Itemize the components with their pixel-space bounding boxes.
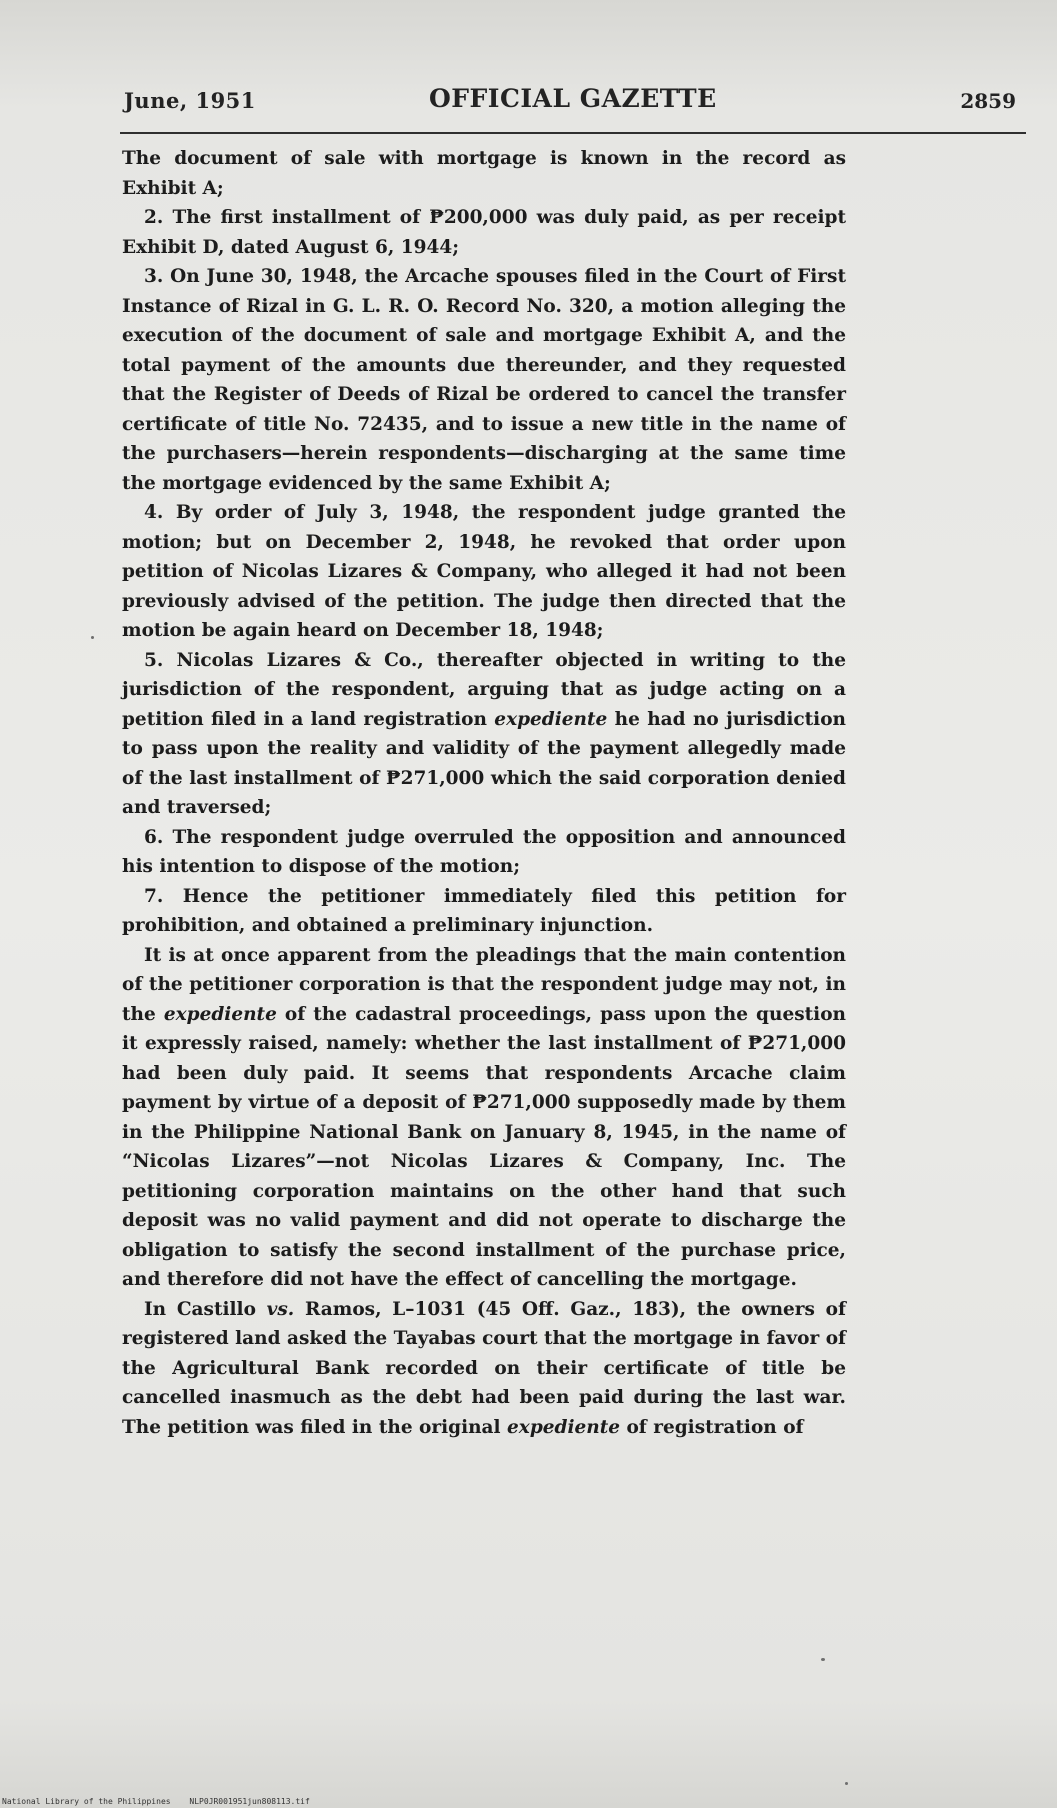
paragraph xyxy=(122,203,846,262)
header-page-number: 2859 xyxy=(960,89,1016,113)
text-run: he had no jurisdiction to pass upon the reality and validity of the payment allegedly made of the last installment of ₱271,000 which the said corporation denied and traversed; xyxy=(122,708,846,818)
text-run: 5. Nicolas Lizares & Co., thereafter objected in writing to the jurisdiction of the respondent, arguing that as judge acting on a petition filed in a land registration xyxy=(122,649,846,730)
paragraph xyxy=(122,823,846,882)
paragraph xyxy=(122,882,846,941)
text-run: In Castillo xyxy=(144,1298,267,1320)
header-rule xyxy=(120,132,1026,134)
text-run: 6. The respondent judge overruled the opposition and announced his intention to dispose of the motion; xyxy=(122,826,846,877)
paragraph xyxy=(122,1295,846,1443)
header-date: June, 1951 xyxy=(124,88,256,113)
text-run: Ramos, L–1031 (45 Off. Gaz., 183), the owners of registered land asked the Tayabas court that the mortgage in favor of the Agricultural Bank recorded on their certificate of title be cancelled inasmuch as the debt had been paid during the last war. The petition was filed in the original xyxy=(122,1298,846,1438)
page-header xyxy=(124,84,1016,120)
text-run: 3. On June 30, 1948, the Arcache spouses filed in the Court of First Instance of Rizal in G. L. R. O. Record No. 320, a motion alleging the execution of the document of sale and mortgage Exhibit A, and the total payment of the amounts due thereunder, and they requested that the Register of Deeds of Rizal be ordered to cancel the transfer certificate of title No. 72435, and to issue a new title in the name of the purchasers—herein respondents—discharging at the same time the mortgage evidenced by the same Exhibit A; xyxy=(122,266,846,494)
text-run: The document of sale with mortgage is known in the record as Exhibit A; xyxy=(122,148,846,199)
paragraph xyxy=(122,262,846,498)
text-run: of registration of xyxy=(620,1416,804,1438)
paragraph xyxy=(122,144,846,203)
scan-speck xyxy=(845,1782,848,1785)
text-run: It is at once apparent from the pleadings that the main contention of the petitioner corporation is that the respondent judge may not, in the xyxy=(122,944,846,1025)
footer-file: NLP0JR001951jun808113.tif xyxy=(189,1797,310,1806)
italic-term: expediente xyxy=(507,1416,621,1438)
text-run: 7. Hence the petitioner immediately filed this petition for prohibition, and obtained a preliminary injunction. xyxy=(122,885,846,936)
italic-term: vs. xyxy=(266,1298,295,1320)
scan-footer xyxy=(2,1797,310,1806)
paragraph xyxy=(122,941,846,1295)
text-run: of the cadastral proceedings, pass upon the question it expressly raised, namely: whether the last installment of ₱271,000 had been duly paid. It seems that respondents Arcache claim payment by virtue of a deposit of ₱271,000 supposedly made by them in the Philippine National Bank on January 8, 1945, in the name of “Nicolas Lizares”—not Nicolas Lizares & Company, Inc. The petitioning corporation maintains on the other hand that such deposit was no valid payment and did not operate to discharge the obligation to satisfy the second installment of the purchase price, and therefore did not have the effect of cancelling the mortgage. xyxy=(122,1003,846,1290)
scan-speck xyxy=(821,1658,825,1661)
italic-term: expediente xyxy=(494,708,608,730)
header-publication-title: OFFICIAL GAZETTE xyxy=(429,84,717,113)
paragraph xyxy=(122,498,846,646)
scan-speck xyxy=(91,636,94,639)
italic-term: expediente xyxy=(163,1003,277,1025)
body-text xyxy=(122,144,846,1442)
text-run: 2. The first installment of ₱200,000 was duly paid, as per receipt Exhibit D, dated August 6, 1944; xyxy=(122,207,846,258)
footer-library: National Library of the Philippines xyxy=(2,1797,171,1806)
text-run: 4. By order of July 3, 1948, the respondent judge granted the motion; but on December 2, 1948, he revoked that order upon petition of Nicolas Lizares & Company, who alleged it had not been previously advised of the petition. The judge then directed that the motion be again heard on December 18, 1948; xyxy=(122,502,846,641)
paragraph xyxy=(122,646,846,823)
